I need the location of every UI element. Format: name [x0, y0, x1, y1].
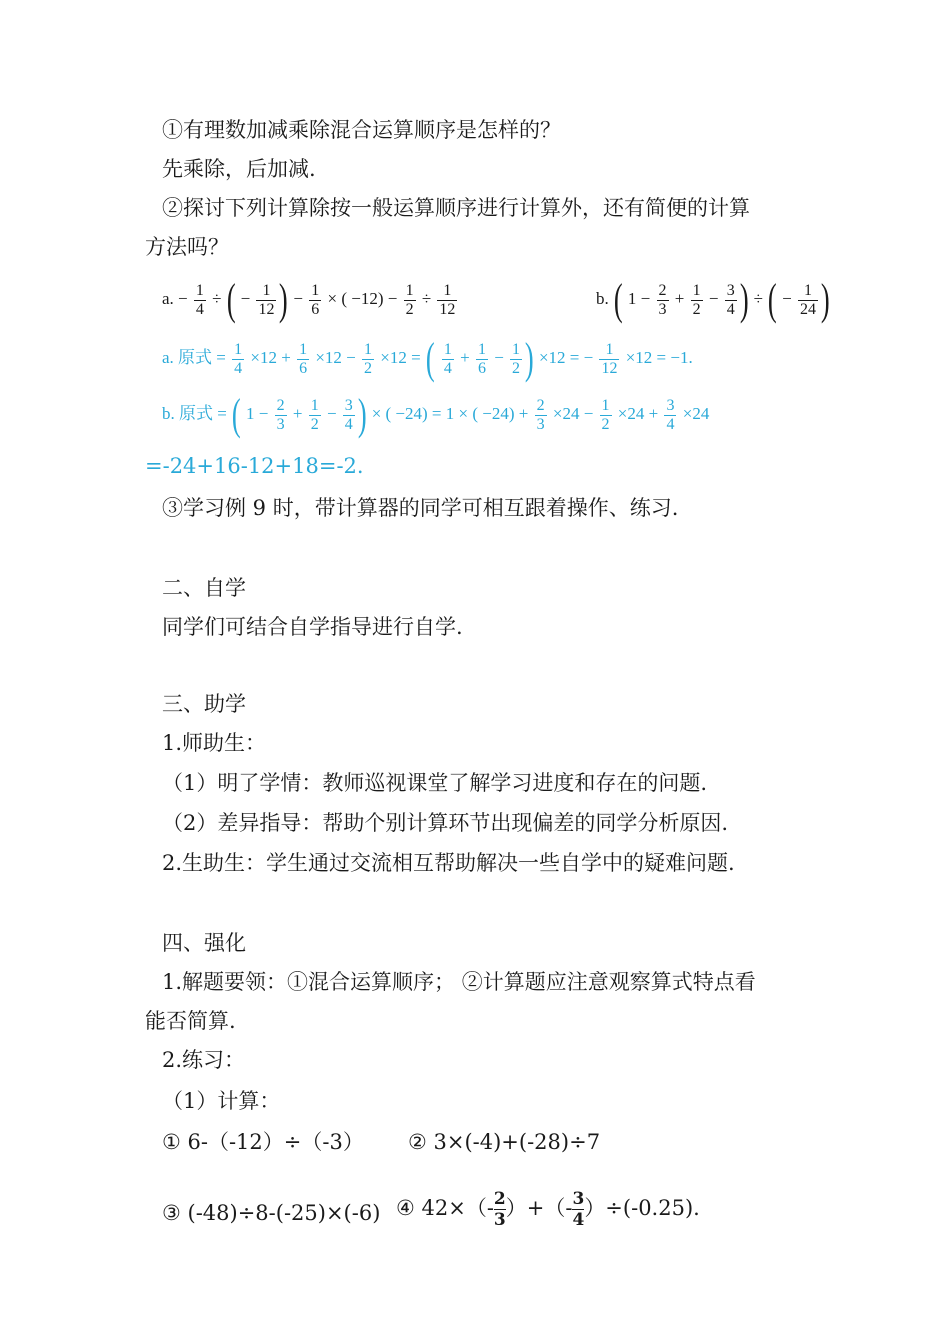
section-2-title: 二、自学	[162, 576, 246, 600]
section-3-title: 三、助学	[162, 692, 246, 716]
exercise-b-formula: b. ( 1 − $\frac{2}{3}$ + $\frac{1}{2}$ − $\frac{3}{4}$ ) ÷ ( − $\frac{1}{24}$ )	[596, 275, 830, 325]
section-4-sub-1: （1）计算：	[162, 1089, 281, 1113]
problem-4	[396, 1173, 700, 1243]
exercise-b-label: b.	[596, 289, 609, 308]
question-2-line2: 方法吗？	[145, 235, 229, 259]
section-2-text: 同学们可结合自学指导进行自学.	[162, 615, 463, 639]
problem-1: ① 6-（-12）÷（-3）	[162, 1130, 364, 1154]
section-3-item-1: 1.师助生：	[162, 731, 267, 755]
question-2-line1: ②探讨下列计算除按一般运算顺序进行计算外，还有简便的计算	[162, 196, 750, 220]
solution-b-formula: b. 原式 = ( 1 − $\frac{2}{3}$ + $\frac{1}{2}$ − $\frac{3}{4}$ ) × ( −24) = 1 × ( −24) + $\frac{2}{3}$ ×24 − $\frac{1}{2}$ ×24 + $\frac{3}{4}$ ×24	[162, 390, 710, 440]
problem-4-part-c: ）÷(-0.25).	[584, 1196, 700, 1220]
solution-a-formula: a. 原式 = $\frac{1}{4}$ ×12 + $\frac{1}{6}$ ×12 − $\frac{1}{2}$ ×12 = ( $\frac{1}{4}$ + $\frac{1}{6}$ − $\frac{1}{2}$ ) ×12 = − $\frac{1}{12}$ ×12 = −1.	[162, 334, 693, 384]
section-3-item-1a: （1）明了学情：教师巡视课堂了解学习进度和存在的问题.	[162, 771, 708, 795]
problem-2: ② 3×(-4)+(-28)÷7	[408, 1130, 601, 1154]
question-1: ①有理数加减乘除混合运算顺序是怎样的？	[162, 118, 561, 142]
answer-1: 先乘除，后加减.	[162, 157, 316, 181]
section-4-title: 四、强化	[162, 931, 246, 955]
problem-4-fraction-1: $\frac{2}{3}$	[493, 1189, 506, 1230]
exercise-a-label: a.	[162, 289, 174, 308]
problem-4-fraction-2: $\frac{3}{4}$	[572, 1189, 585, 1230]
section-3-item-2: 2.生助生：学生通过交流相互帮助解决一些自学中的疑难问题.	[162, 851, 735, 875]
solution-a-label: a. 原式 =	[162, 348, 226, 367]
section-4-item-1-line1: 1.解题要领：①混合运算顺序； ②计算题应注意观察算式特点看	[162, 970, 756, 994]
problem-3: ③ (-48)÷8-(-25)×(-6)	[162, 1201, 381, 1225]
exercise-a-formula: a. − $\frac{1}{4}$ ÷ ( − $\frac{1}{12}$ ) − $\frac{1}{6}$ × ( −12) − $\frac{1}{2}$ ÷ $\frac{1}{12}$	[162, 275, 456, 325]
question-3: ③学习例 9 时，带计算器的同学可相互跟着操作、练习.	[162, 496, 679, 520]
section-4-item-2: 2.练习：	[162, 1048, 246, 1072]
solution-b-label: b. 原式 =	[162, 404, 227, 423]
problem-4-part-a: ④ 42×（-	[396, 1196, 494, 1220]
solution-b-continuation: =-24+16-12+18=-2.	[145, 454, 364, 478]
section-3-item-1b: （2）差异指导：帮助个别计算环节出现偏差的同学分析原因.	[162, 811, 729, 835]
section-4-item-1-line2: 能否简算.	[145, 1009, 236, 1033]
problem-4-part-b: ）+（-	[505, 1196, 573, 1220]
